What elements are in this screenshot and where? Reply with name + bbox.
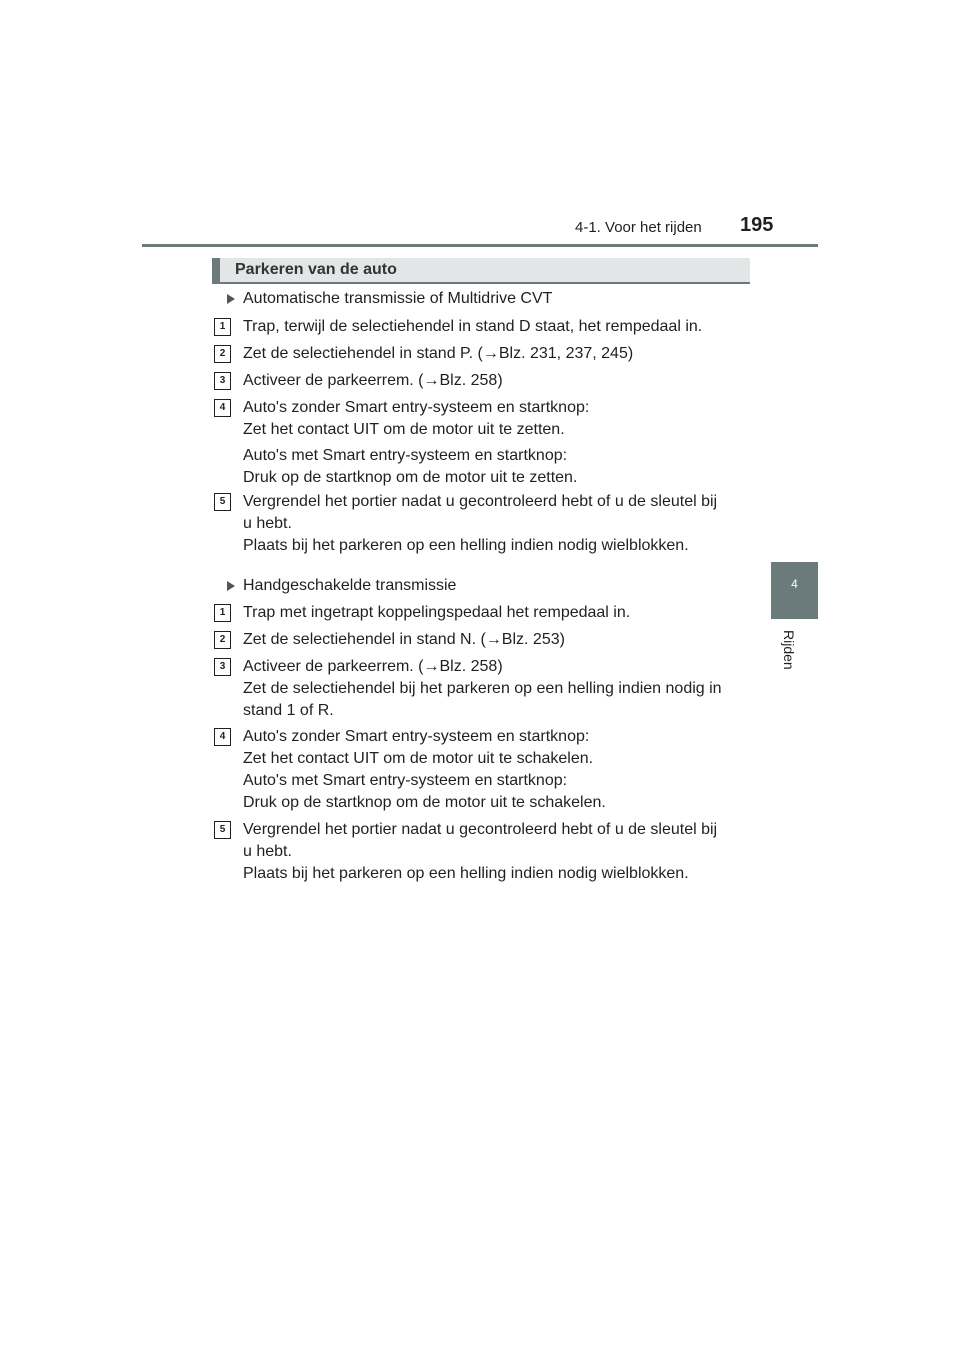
step-number: 3 bbox=[214, 658, 231, 676]
step-number: 2 bbox=[214, 631, 231, 649]
step-number: 1 bbox=[214, 604, 231, 622]
step-text: Auto's zonder Smart entry-systeem en startknop: Zet het contact UIT om de motor uit te schakelen. Auto's met Smart entry-systeem en startknop: Druk op de startknop om de motor uit te schakelen. bbox=[243, 728, 606, 811]
triangle-bullet-icon bbox=[227, 294, 235, 304]
running-header-section: 4-1. Voor het rijden bbox=[575, 219, 702, 236]
step-number: 2 bbox=[214, 345, 231, 363]
step-text: Vergrendel het portier nadat u gecontroleerd hebt of u de sleutel bij u hebt. Plaats bij het parkeren op een helling indien nodig wielblokken. bbox=[243, 493, 718, 554]
step-number: 5 bbox=[214, 821, 231, 839]
step-text: Vergrendel het portier nadat u gecontroleerd hebt of u de sleutel bij u hebt. Plaats bij het parkeren op een helling indien nodig wielblokken. bbox=[243, 821, 718, 882]
step-text: Trap, terwijl de selectiehendel in stand D staat, het rempedaal in. bbox=[243, 318, 703, 335]
step-text: Zet de selectiehendel in stand N. (→Blz. 253) bbox=[243, 631, 565, 648]
group-heading: Automatische transmissie of Multidrive CVT bbox=[243, 290, 553, 307]
step-text: Activeer de parkeerrem. (→Blz. 258) Zet de selectiehendel bij het parkeren op een helling indien nodig in stand 1 of R. bbox=[243, 658, 722, 719]
triangle-bullet-icon bbox=[227, 581, 235, 591]
step-number: 4 bbox=[214, 399, 231, 417]
step-number: 4 bbox=[214, 728, 231, 746]
step-text: Auto's zonder Smart entry-systeem en startknop: Zet het contact UIT om de motor uit te zetten. Auto's met Smart entry-systeem en startknop: Druk op de startknop om de motor uit te zetten. bbox=[243, 399, 590, 486]
step-number: 1 bbox=[214, 318, 231, 336]
step-text: Zet de selectiehendel in stand P. (→Blz. 231, 237, 245) bbox=[243, 345, 634, 362]
section-title-box bbox=[212, 258, 750, 284]
group-heading: Handgeschakelde transmissie bbox=[243, 577, 457, 594]
step-number: 5 bbox=[214, 493, 231, 511]
section-title: Parkeren van de auto bbox=[235, 261, 397, 278]
chapter-label: Rijden bbox=[781, 630, 797, 670]
step-number: 3 bbox=[214, 372, 231, 390]
chapter-number: 4 bbox=[791, 577, 798, 591]
header-rule bbox=[142, 244, 818, 247]
step-text: Activeer de parkeerrem. (→Blz. 258) bbox=[243, 372, 503, 389]
step-text: Trap met ingetrapt koppelingspedaal het rempedaal in. bbox=[243, 604, 631, 621]
page-number: 195 bbox=[740, 214, 774, 236]
